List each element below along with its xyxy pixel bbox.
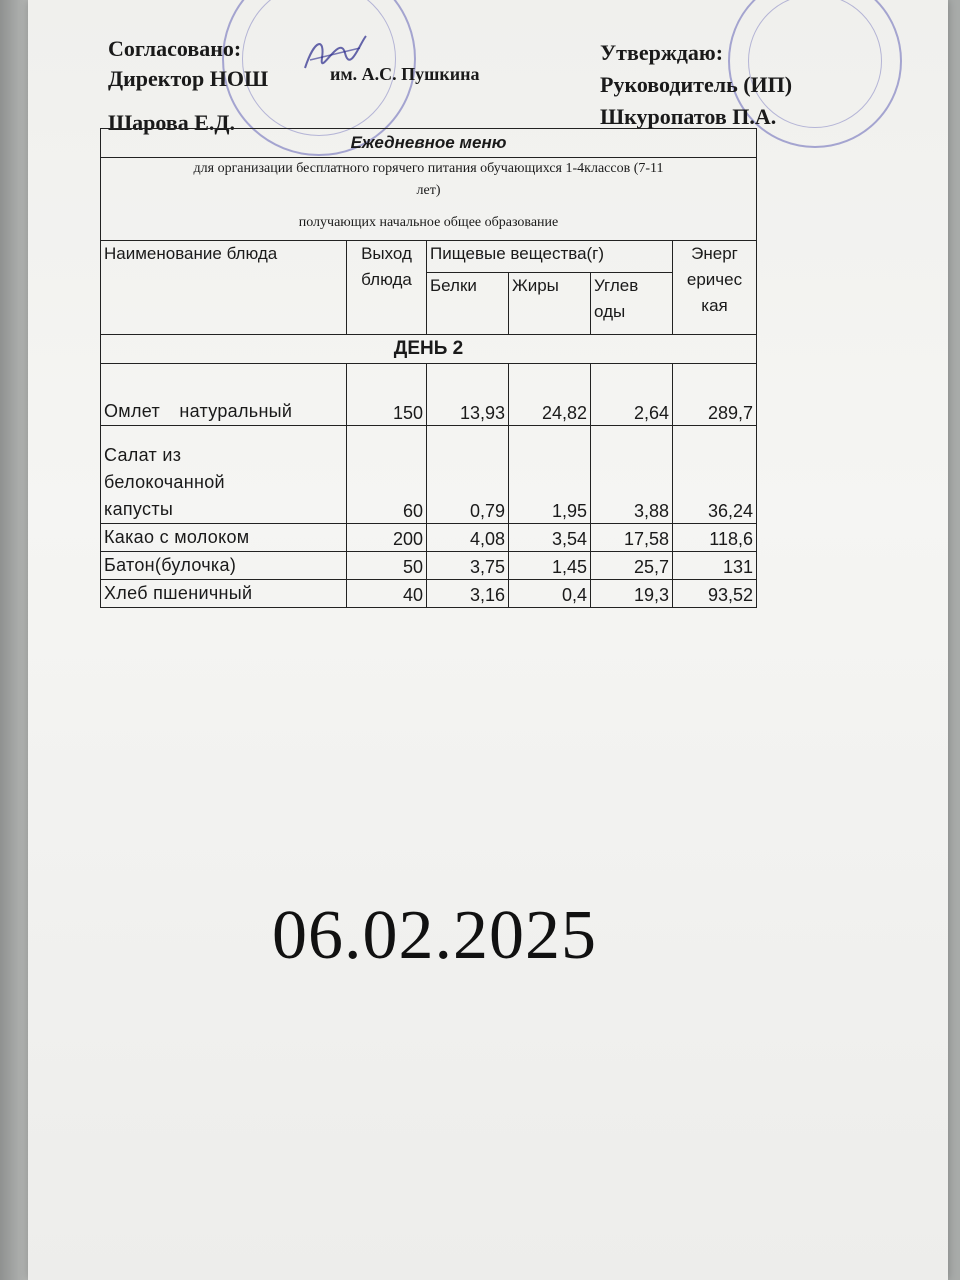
- col-header-portion: Выход блюда: [347, 241, 427, 335]
- dish-name: Омлет натуральный: [101, 364, 347, 426]
- dish-energy: 289,7: [673, 364, 757, 426]
- school-name: им. А.С. Пушкина: [330, 64, 480, 84]
- col-header-proteins: Белки: [427, 273, 509, 335]
- table-row: [101, 524, 757, 552]
- dish-fats: 1,45: [509, 552, 591, 580]
- dish-carbs: 3,88: [591, 426, 673, 524]
- dish-carbs: 25,7: [591, 552, 673, 580]
- dish-fats: 1,95: [509, 426, 591, 524]
- dish-proteins: 13,93: [427, 364, 509, 426]
- dish-portion: 40: [347, 580, 427, 608]
- dish-proteins: 3,16: [427, 580, 509, 608]
- dish-portion: 60: [347, 426, 427, 524]
- dish-energy: 93,52: [673, 580, 757, 608]
- table-row: [101, 364, 757, 426]
- menu-title: Ежедневное меню: [101, 129, 757, 158]
- day-label: ДЕНЬ 2: [101, 335, 757, 364]
- agreed-label: Согласовано:: [108, 36, 242, 61]
- director-label: Директор НОШ: [108, 66, 269, 91]
- dish-fats: 0,4: [509, 580, 591, 608]
- dish-name: Хлеб пшеничный: [101, 580, 347, 608]
- approve-label: Утверждаю:: [600, 40, 724, 65]
- col-header-carbs: Углев оды: [591, 273, 673, 335]
- col-header-energy: Энерг еричес кая: [673, 241, 757, 335]
- head-name: Шкуропатов П.А.: [600, 104, 777, 129]
- director-name: Шарова Е.Д.: [108, 110, 236, 135]
- dish-portion: 150: [347, 364, 427, 426]
- dish-proteins: 3,75: [427, 552, 509, 580]
- dish-name: Салат из белокочанной капусты: [101, 426, 347, 524]
- dish-fats: 3,54: [509, 524, 591, 552]
- dish-fats: 24,82: [509, 364, 591, 426]
- dish-name: Батон(булочка): [101, 552, 347, 580]
- dish-carbs: 17,58: [591, 524, 673, 552]
- table-row: [101, 580, 757, 608]
- col-header-nutrients: Пищевые вещества(г): [427, 241, 673, 273]
- subtitle-line-2: лет): [416, 183, 441, 198]
- dish-energy: 118,6: [673, 524, 757, 552]
- subtitle-line-3: получающих начальное общее образование: [298, 215, 559, 230]
- dish-carbs: 2,64: [591, 364, 673, 426]
- subtitle-line-1: для организации бесплатного горячего питания обучающихся 1-4классов (7-11: [193, 161, 664, 176]
- menu-date: 06.02.2025: [272, 897, 597, 974]
- dish-proteins: 0,79: [427, 426, 509, 524]
- dish-energy: 131: [673, 552, 757, 580]
- table-row: [101, 426, 757, 524]
- dish-energy: 36,24: [673, 426, 757, 524]
- head-label: Руководитель (ИП): [600, 72, 793, 97]
- dish-proteins: 4,08: [427, 524, 509, 552]
- dish-portion: 50: [347, 552, 427, 580]
- dish-name: Какао с молоком: [101, 524, 347, 552]
- col-header-dish: Наименование блюда: [101, 241, 347, 335]
- dish-portion: 200: [347, 524, 427, 552]
- col-header-fats: Жиры: [509, 273, 591, 335]
- menu-subtitle: [101, 158, 757, 241]
- dish-carbs: 19,3: [591, 580, 673, 608]
- table-row: [101, 552, 757, 580]
- menu-table: [100, 128, 757, 608]
- background-edge: [0, 0, 28, 1280]
